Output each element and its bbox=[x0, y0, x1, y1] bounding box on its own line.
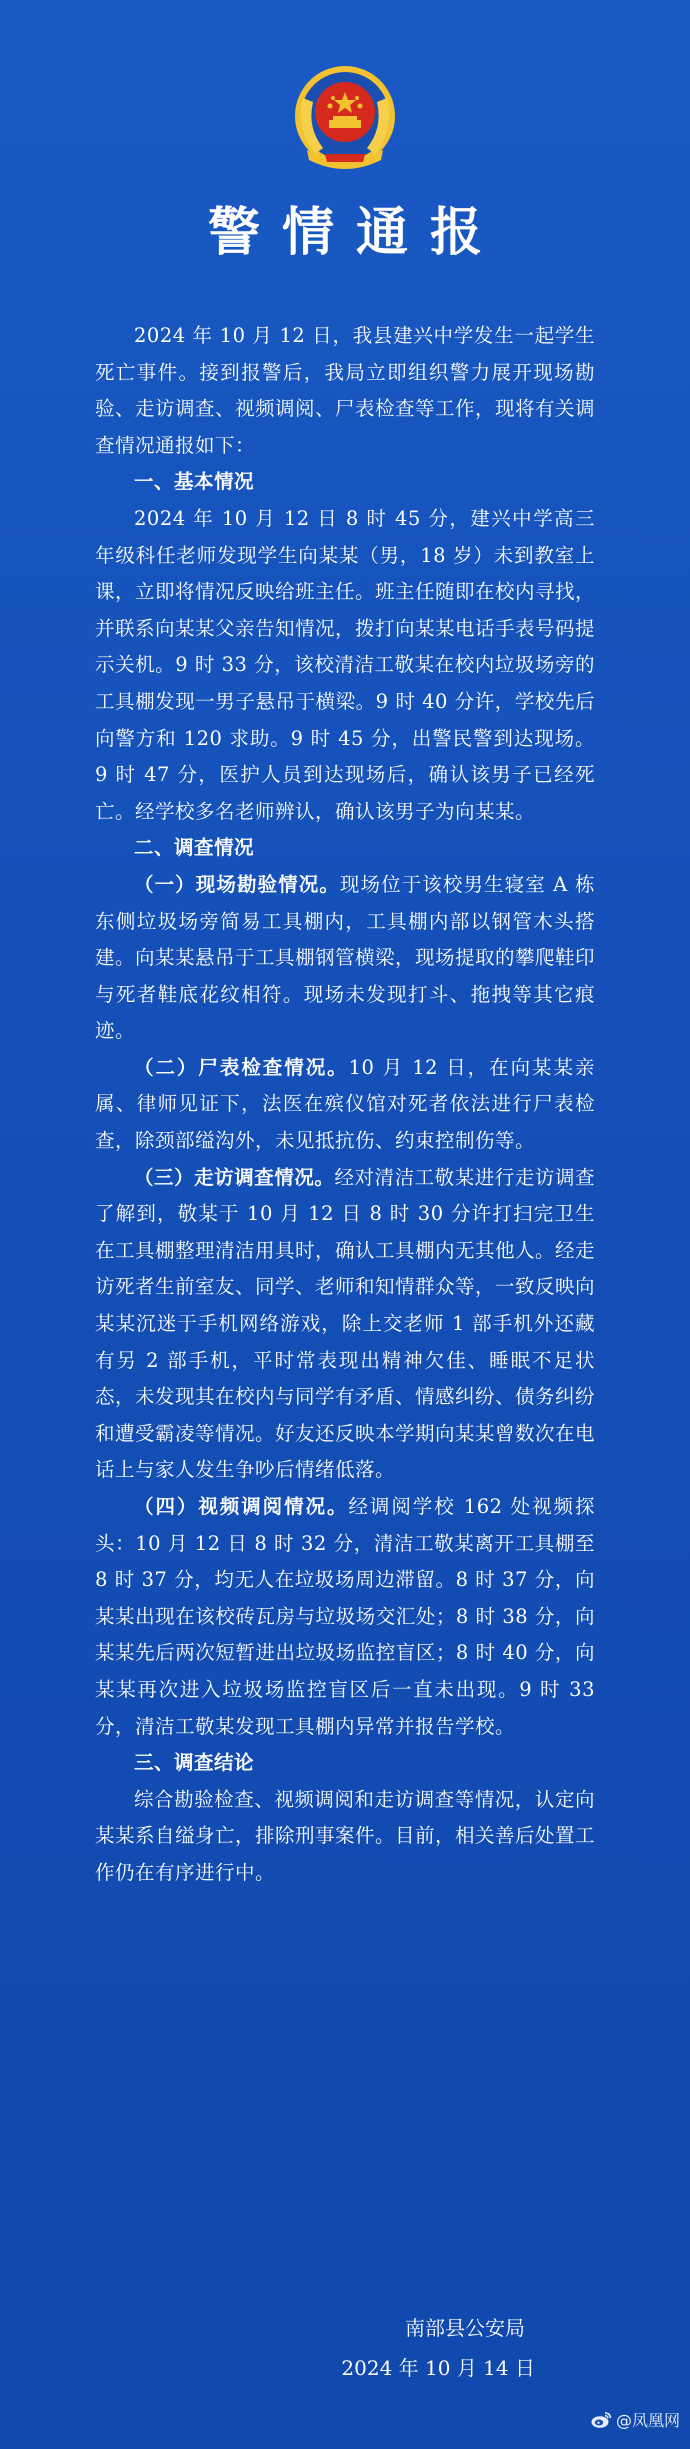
item-lead: （一）现场勘验情况。 bbox=[134, 872, 340, 896]
notice-body bbox=[95, 318, 595, 1892]
notice-title: 警情通报 bbox=[207, 202, 504, 263]
item-text: 经对清洁工敬某进行走访调查了解到，敬某于 10 月 12 日 8 时 30 分许打扫完卫生在工具棚整理清洁用具时，确认工具棚内无其他人。经走访死者生前室友、同学、老师和知情群众等，一致反映向某某沉迷于手机网络游戏，除上交老师 1 部手机外还藏有另 2 部手机，平时常表现出精神欠佳、睡眠不足状态，未发现其在校内与同学有矛盾、情感纠纷、债务纠纷和遭受霸凌等情况。好友还反映本学期向某某曾数次在电话上与家人发生争吵后情绪低落。 bbox=[95, 1165, 596, 1482]
section-heading-conclusion: 三、调查结论 bbox=[134, 1751, 255, 1775]
police-emblem-icon bbox=[285, 58, 405, 178]
investigation-item-autopsy bbox=[95, 1050, 595, 1160]
signature-org: 南部县公安局 bbox=[405, 2316, 525, 2340]
police-emblem-wrap bbox=[0, 58, 690, 178]
item-text: 10 月 12 日，在向某某亲属、律师见证下，法医在殡仪馆对死者依法进行尸表检查，除颈部缢沟外，未见抵抗伤、约束控制伤等。 bbox=[95, 1055, 595, 1153]
investigation-item-scene bbox=[95, 867, 595, 1050]
conclusion-paragraph: 综合勘验检查、视频调阅和走访调查等情况，认定向某某系自缢身亡，排除刑事案件。目前，相关善后处置工作仍在有序进行中。 bbox=[95, 1787, 596, 1884]
basic-situation-paragraph: 2024 年 10 月 12 日 8 时 45 分，建兴中学高三年级科任老师发现学生向某某（男，18 岁）未到教室上课，立即将情况反映给班主任。班主任随即在校内寻找，并联系向某某父亲告知情况，拨打向某某电话手表号码提示关机。9 时 33 分，该校清洁工敬某在校内垃圾场旁的工具棚发现一男子悬吊于横梁。9 时 40 分许，学校先后向警方和 120 求助。9 时 45 分，出警民警到达现场。9 时 47 分，医护人员到达现场后，确认该男子已经死亡。经学校多名老师辨认，确认该男子为向某某。 bbox=[95, 506, 596, 823]
section-heading-basic: 一、基本情况 bbox=[134, 470, 255, 494]
item-lead: （二）尸表检查情况。 bbox=[134, 1055, 349, 1079]
source-watermark bbox=[590, 2408, 680, 2431]
item-text: 现场位于该校男生寝室 A 栋东侧垃圾场旁简易工具棚内，工具棚内部以钢管木头搭建。向某某悬吊于工具棚钢管横梁，现场提取的攀爬鞋印与死者鞋底花纹相符。现场未发现打斗、拖拽等其它痕迹。 bbox=[95, 872, 596, 1043]
watermark-text: @凤凰网 bbox=[615, 2411, 680, 2430]
investigation-item-interviews bbox=[95, 1160, 595, 1489]
item-text: 经调阅学校 162 处视频探头：10 月 12 日 8 时 32 分，清洁工敬某离开工具棚至 8 时 37 分，均无人在垃圾场周边滞留。8 时 37 分，向某某出现在该校砖瓦房与垃圾场交汇处；8 时 38 分，向某某先后两次短暂进出垃圾场监控盲区；8 时 40 分，向某某再次进入垃圾场监控盲区后一直未出现。9 时 33 分，清洁工敬某发现工具棚内异常并报告学校。 bbox=[95, 1495, 595, 1738]
section-heading-investigation: 二、调查情况 bbox=[134, 836, 255, 860]
item-lead: （四）视频调阅情况。 bbox=[134, 1495, 349, 1518]
investigation-item-video bbox=[95, 1489, 595, 1745]
intro-paragraph: 2024 年 10 月 12 日，我县建兴中学发生一起学生死亡事件。接到报警后，我局立即组织警力展开现场勘验、走访调查、视频调阅、尸表检查等工作，现将有关调查情况通报如下： bbox=[95, 324, 596, 457]
weibo-icon bbox=[590, 2411, 612, 2429]
item-lead: （三）走访调查情况。 bbox=[134, 1165, 335, 1189]
signature-date: 2024 年 10 月 14 日 bbox=[341, 2356, 535, 2380]
